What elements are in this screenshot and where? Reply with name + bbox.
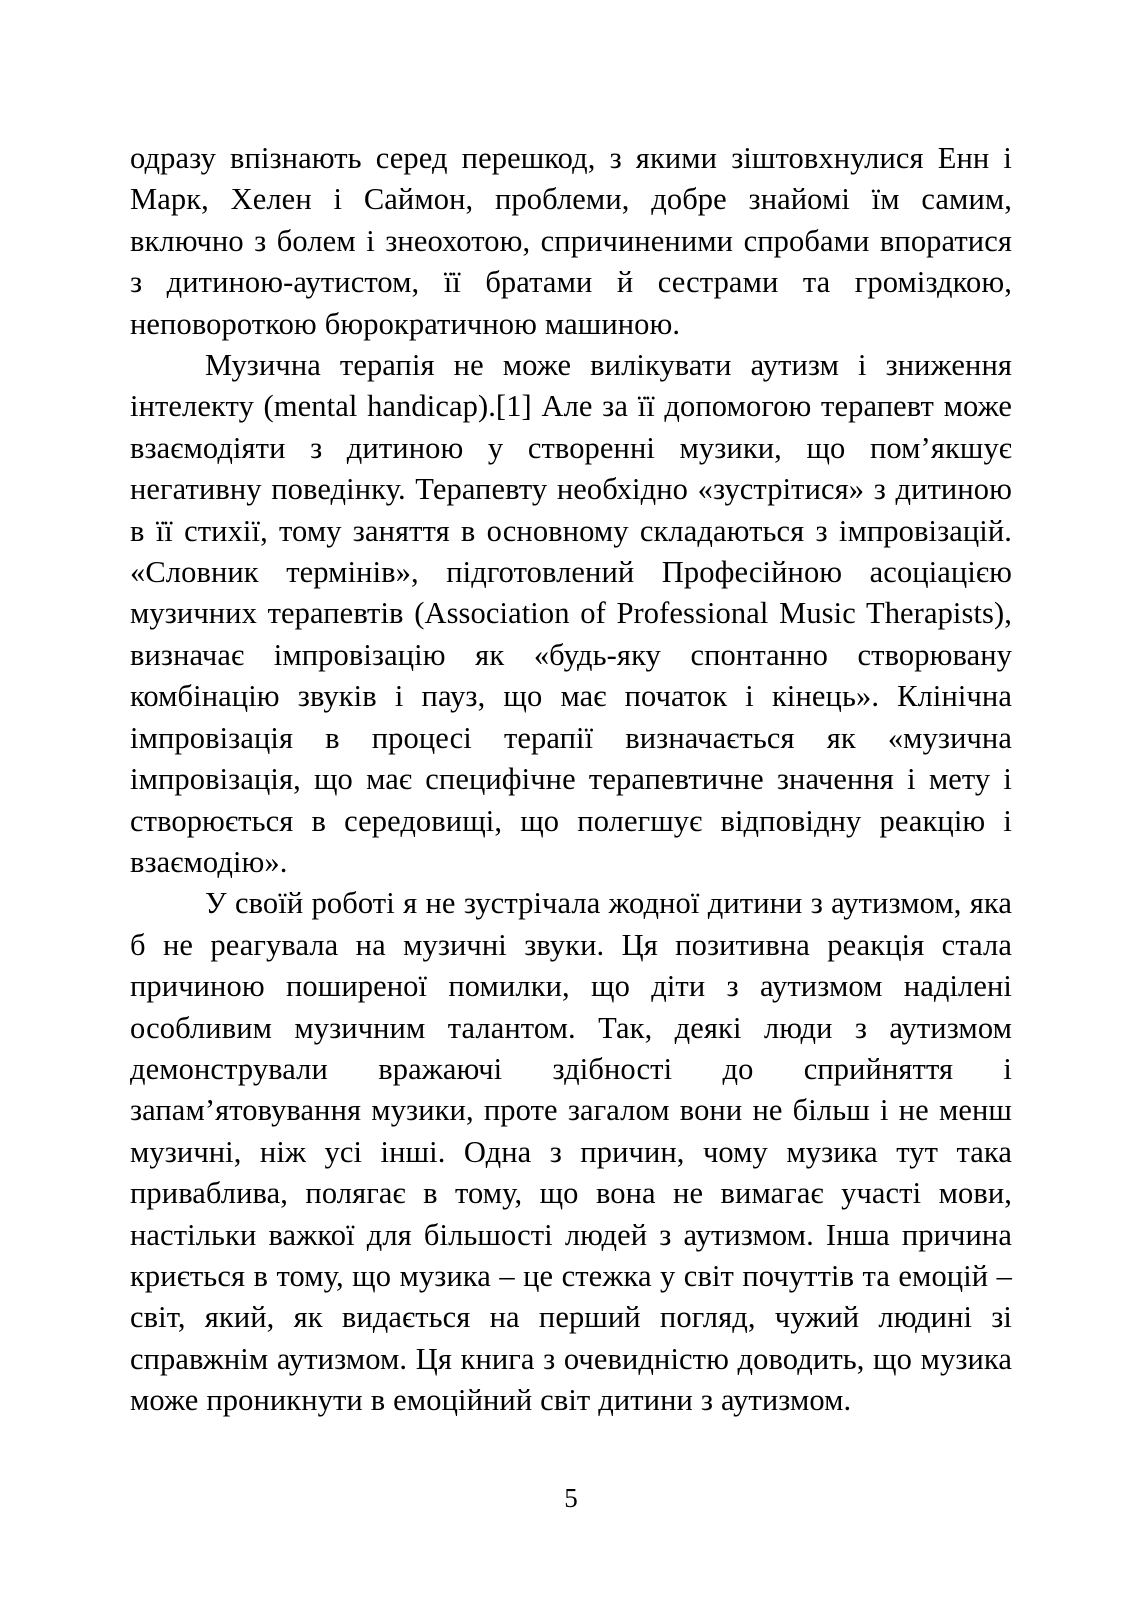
body-text-column [130,138,1012,1422]
paragraph-continued: одразу впізнають серед перешкод, з якими зіштовхнулися Енн і Марк, Хелен і Саймон, проблеми, добре знайомі їм самим, включно з болем і знеохотою, спричиненими спробами впоратися з дитиною-аутистом, її братами й сестрами та громіздкою, неповороткою бюрократичною машиною. [130,141,1012,341]
paragraph-my-work: У своїй роботі я не зустрічала жодної дитини з аутизмом, яка б не реагувала на музичні звуки. Ця позитивна реакція стала причиною поширеної помилки, що діти з аутизмом наділені особливим музичним талантом. Так, деякі люди з аутизмом демонстрували вражаючі здібності до сприйняття і запам’ятовування музики, проте загалом вони не більш і не менш музичні, ніж усі інші. Одна з причин, чому музика тут така приваблива, полягає в тому, що вона не вимагає участі мови, настільки важкої для більшості людей з аутизмом. Інша причина криється в тому, що музика – це стежка у світ почуттів та емоцій – світ, який, як видається на перший погляд, чужий людині зі справжнім аутизмом. Ця книга з очевидністю доводить, що музика може проникнути в емоційний світ дитини з аутизмом. [130,886,1012,1418]
page-number: 5 [564,1483,578,1513]
paragraph-music-therapy: Музична терапія не може вилікувати аутизм і зниження інтелекту (mental handicap).[1] Але за її допомогою терапевт може взаємодіяти з дитиною у створенні музики, що пом’якшує негативну поведінку. Терапевту необхідно «зустрітися» з дитиною в її стихії, тому заняття в основному складаються з імпровізацій. «Словник термінів», підготовлений Професійною асоціацією музичних терапевтів (Association of Professional Music Therapists), визначає імпровізацію як «будь-яку спонтанно створювану комбінацію звуків і пауз, що має початок і кінець». Клінічна імпровізація в процесі терапії визначається як «музична імпровізація, що має специфічне терапевтичне значення і мету і створюється в середовищі, що полегшує відповідну реакцію і взаємодію». [130,348,1012,879]
